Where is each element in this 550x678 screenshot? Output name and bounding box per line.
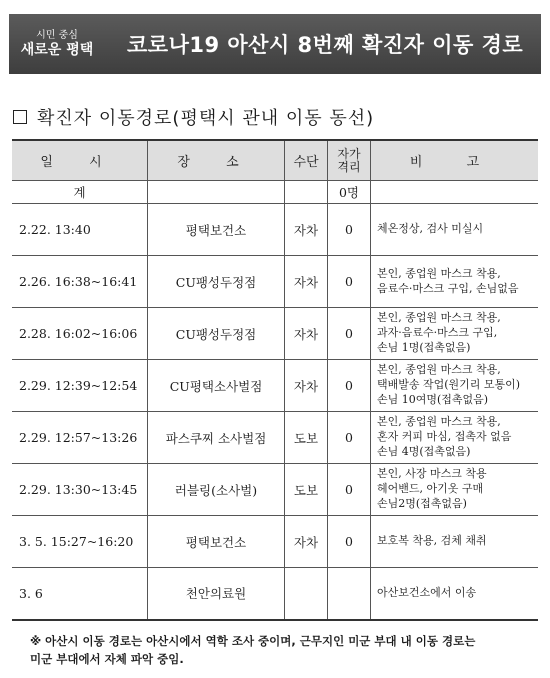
row-mode: 도보 [285, 464, 328, 516]
row-place: 파스쿠찌 소사벌점 [148, 412, 285, 464]
row-note: 체온정상, 검사 미실시 [371, 204, 539, 256]
row-mode: 자차 [285, 256, 328, 308]
table-row [12, 308, 538, 360]
total-label: 계 [12, 181, 148, 204]
row-mode: 자차 [285, 516, 328, 568]
row-note: 본인, 종업원 마스크 착용, 과자·음료수·마스크 구입, 손님 1명(접촉없음) [371, 308, 539, 360]
row-self-quarantine: 0 [328, 204, 371, 256]
table-row [12, 360, 538, 412]
page-title: 코로나19 아산시 8번째 확진자 이동 경로 [127, 33, 524, 57]
header-banner [9, 14, 541, 74]
total-count: 0명 [328, 181, 371, 204]
table-row [12, 464, 538, 516]
row-mode [285, 568, 328, 620]
row-self-quarantine: 0 [328, 412, 371, 464]
row-note: 아산보건소에서 이송 [371, 568, 539, 620]
section-title: 확진자 이동경로(평택시 관내 이동 동선) [37, 108, 375, 129]
row-self-quarantine: 0 [328, 516, 371, 568]
row-self-quarantine [328, 568, 371, 620]
total-row [12, 181, 538, 204]
row-self-quarantine: 0 [328, 464, 371, 516]
row-date: 2.29. 12:57~13:26 [12, 412, 148, 464]
row-date: 2.28. 16:02~16:06 [12, 308, 148, 360]
row-self-quarantine: 0 [328, 308, 371, 360]
row-note: 본인, 종업원 마스크 착용, 혼자 커피 마심, 접촉자 없음 손님 4명(접촉없음) [371, 412, 539, 464]
row-note: 보호복 착용, 검체 채취 [371, 516, 539, 568]
brand-logo [9, 30, 105, 58]
header-mode: 수단 [285, 140, 328, 181]
row-mode: 자차 [285, 204, 328, 256]
row-note: 본인, 종업원 마스크 착용, 음료수·마스크 구입, 손님없음 [371, 256, 539, 308]
route-table [12, 139, 538, 621]
header-note: 비 고 [409, 155, 500, 170]
row-note: 본인, 사장 마스크 착용 헤어밴드, 아기옷 구매 손님2명(접촉없음) [371, 464, 539, 516]
row-mode: 자차 [285, 360, 328, 412]
row-place: CU팽성두정점 [148, 256, 285, 308]
row-date: 3. 6 [12, 568, 148, 620]
table-row [12, 412, 538, 464]
header-place: 장 소 [177, 155, 255, 170]
square-bullet-icon [13, 110, 27, 124]
row-place: 러블링(소사벌) [148, 464, 285, 516]
brand-name: 새로운 평택 [20, 41, 94, 58]
row-self-quarantine: 0 [328, 360, 371, 412]
brand-subtitle: 시민 중심 [36, 30, 78, 42]
row-date: 2.26. 16:38~16:41 [12, 256, 148, 308]
row-place: 평택보건소 [148, 516, 285, 568]
header-date: 일 시 [40, 155, 118, 170]
row-self-quarantine: 0 [328, 256, 371, 308]
table-header-row [12, 140, 538, 181]
row-date: 2.29. 12:39~12:54 [12, 360, 148, 412]
row-date: 2.29. 13:30~13:45 [12, 464, 148, 516]
header-self-quarantine: 자가 격리 [328, 140, 371, 181]
table-row [12, 516, 538, 568]
row-place: CU평택소사벌점 [148, 360, 285, 412]
row-mode: 자차 [285, 308, 328, 360]
row-place: CU팽성두정점 [148, 308, 285, 360]
row-place: 천안의료원 [148, 568, 285, 620]
row-date: 3. 5. 15:27~16:20 [12, 516, 148, 568]
table-row [12, 204, 538, 256]
table-row [12, 256, 538, 308]
section-heading [13, 104, 374, 130]
table-row [12, 568, 538, 620]
row-note: 본인, 종업원 마스크 착용, 택배발송 작업(원기리 모통이) 손님 10여명(접촉없음) [371, 360, 539, 412]
row-place: 평택보건소 [148, 204, 285, 256]
footnote: ※ 아산시 이동 경로는 아산시에서 역학 조사 중이며, 근무지인 미군 부대 내 이동 경로는 미군 부대에서 자체 파악 중임. [30, 634, 476, 666]
row-mode: 도보 [285, 412, 328, 464]
row-date: 2.22. 13:40 [12, 204, 148, 256]
